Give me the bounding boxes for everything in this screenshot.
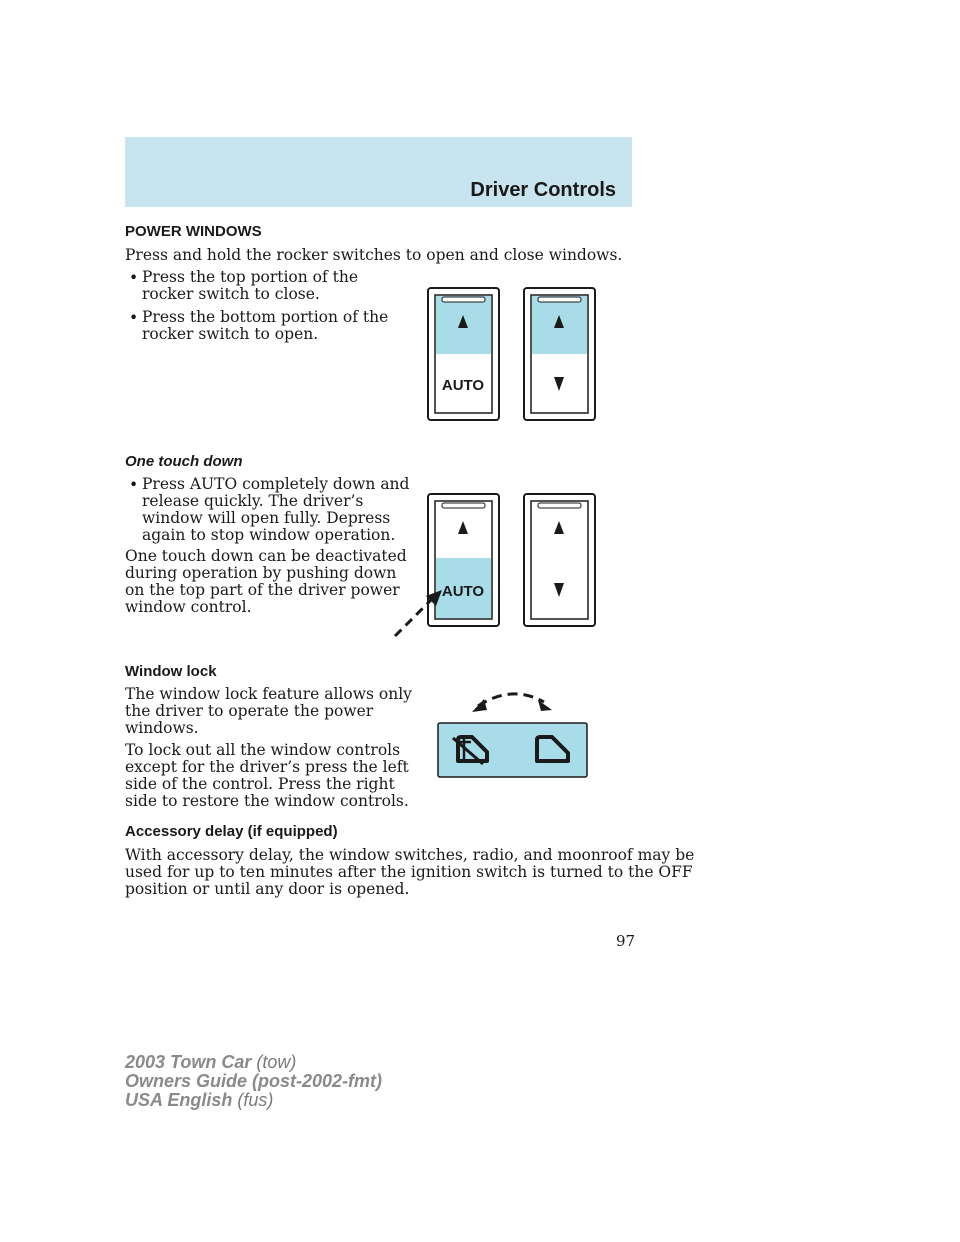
window-lock-paragraph-1: The window lock feature allows only the driver to operate the power windows. [125, 685, 412, 737]
rocker-switch-figure-2 [390, 488, 605, 643]
bullet-text: Press the top portion of the rocker switch to close. [142, 268, 359, 303]
window-lock-heading: Window lock [125, 663, 217, 680]
power-windows-heading: POWER WINDOWS [125, 223, 262, 240]
section-title: Driver Controls [470, 179, 616, 201]
bullet: • [129, 476, 139, 494]
auto-label: AUTO [441, 377, 485, 394]
window-lock-paragraph-2: To lock out all the window controls except for the driver’s press the left side of the control. Press the right side to restore the window controls. [125, 741, 409, 810]
auto-label: AUTO [441, 583, 485, 600]
footer: 2003 Town Car (tow) Owners Guide (post-2002-fmt) USA English (fus) [125, 1052, 383, 1110]
bullet: • [129, 309, 139, 327]
one-touch-heading: One touch down [125, 453, 243, 470]
window-lock-switch-figure [430, 686, 595, 784]
dashed-rotation-arrow [478, 694, 544, 706]
one-touch-paragraph: One touch down can be deactivated during operation by pushing down on the top part of the driver power window control. [125, 547, 407, 616]
accessory-delay-heading: Accessory delay (if equipped) [125, 823, 338, 840]
bullet-text: Press the bottom portion of the rocker switch to open. [142, 308, 389, 343]
bullet-text: Press AUTO completely down and release quickly. The driver’s window will open fully. Depress again to stop window operation. [142, 475, 410, 544]
page-number: 97 [616, 932, 636, 950]
header-band [125, 137, 632, 207]
power-windows-intro: Press and hold the rocker switches to open and close windows. [125, 246, 623, 264]
rocker-switch-figure-1 [420, 282, 605, 427]
bullet: • [129, 269, 139, 287]
accessory-delay-paragraph: With accessory delay, the window switches, radio, and moonroof may be used for up to ten minutes after the ignition switch is turned to the OFF position or until any door is opened. [125, 846, 695, 898]
